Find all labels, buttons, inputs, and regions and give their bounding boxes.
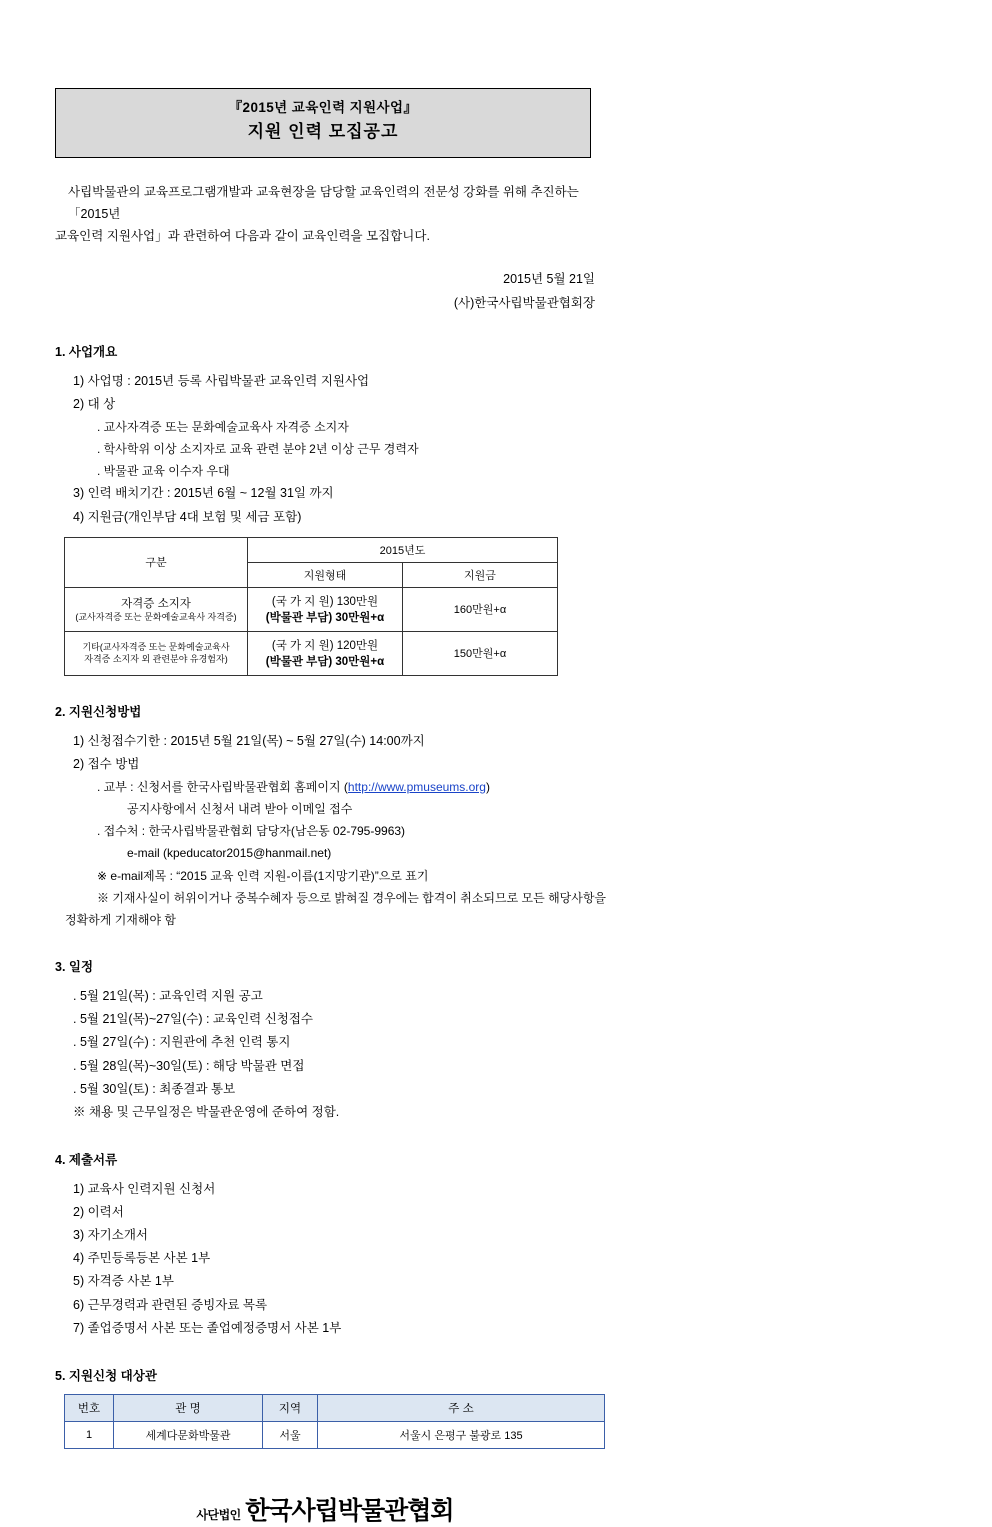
table-header-row	[65, 1394, 605, 1421]
section-1-heading: 1. 사업개요	[55, 344, 118, 359]
section-1-item-4: 4) 지원금(개인부담 4대 보험 및 세금 포함)	[73, 509, 302, 524]
submission-text-before: . 교부 : 신청서를 한국사립박물관협회 홈페이지 (	[97, 779, 348, 794]
row-2-division	[65, 631, 248, 675]
section-schedule	[55, 957, 937, 1124]
section-4-item-6: 6) 근무경력과 관련된 증빙자료 목록	[73, 1297, 268, 1312]
section-2-item-2: 2) 접수 방법	[73, 756, 140, 771]
col-header-no: 번호	[65, 1394, 114, 1421]
row-1-type-line1: (국 가 지 원) 130만원	[271, 596, 379, 609]
table-header-type: 지원형태	[248, 562, 403, 587]
row-2-type-line2: (박물관 부담) 30만원+α	[265, 656, 385, 669]
row-1-division-sub: (교사자격증 또는 문화예술교육사 자격증)	[75, 612, 237, 623]
title-line-2: 지원 인력 모집공고	[247, 122, 399, 142]
cell-address: 서울시 은평구 불광로 135	[318, 1421, 605, 1448]
section-4-item-7: 7) 졸업증명서 사본 또는 졸업예정증명서 사본 1부	[73, 1320, 342, 1335]
section-4-item-2: 2) 이력서	[73, 1205, 124, 1220]
table-header-amount: 지원금	[403, 562, 558, 587]
target-museum-table	[64, 1394, 605, 1449]
section-required-documents	[55, 1150, 937, 1340]
table-row	[65, 587, 558, 631]
section-3-item-1: . 5월 21일(목) : 교육인력 지원 공고	[73, 989, 263, 1004]
document-page	[0, 88, 992, 1525]
section-1-item-2: 2) 대 상	[73, 396, 116, 411]
section-business-overview	[55, 342, 937, 676]
section-application-method	[55, 702, 937, 932]
section-5-heading: 5. 지원신청 대상관	[55, 1368, 157, 1383]
section-1-subitem-3: . 박물관 교육 이수자 우대	[97, 464, 230, 479]
intro-line-1: 사립박물관의 교육프로그램개발과 교육현장을 담당할 교육인력의 전문성 강화를 위해 추진하는「2015년	[68, 185, 579, 222]
section-3-note: ※ 채용 및 근무일정은 박물관운영에 준하여 정함.	[73, 1104, 340, 1119]
section-3-item-2: . 5월 21일(목)~27일(수) : 교육인력 신청접수	[73, 1012, 313, 1027]
intro-line-2: 교육인력 지원사업」과 관련하여 다음과 같이 교육인력을 모집합니다.	[55, 229, 430, 244]
issuing-organization: (사)한국사립박물관협회장	[453, 295, 595, 310]
row-2-type-line1: (국 가 지 원) 120만원	[271, 640, 379, 653]
cell-name: 세계다문화박물관	[114, 1421, 263, 1448]
section-4-item-4: 4) 주민등록등본 사본 1부	[73, 1251, 211, 1266]
footer-prefix: 사단법인	[196, 1507, 241, 1522]
section-4-heading: 4. 제출서류	[55, 1152, 118, 1167]
row-1-type-line2: (박물관 부담) 30만원+α	[265, 612, 385, 625]
section-target-museums	[55, 1366, 937, 1449]
submission-text-after: )	[485, 779, 490, 794]
section-2-submission-cont: 공지사항에서 신청서 내려 받아 이메일 접수	[127, 802, 353, 817]
row-1-type	[248, 587, 403, 631]
section-3-item-5: . 5월 30일(토) : 최종결과 통보	[73, 1081, 236, 1096]
row-1-division	[65, 587, 248, 631]
cell-no: 1	[65, 1421, 114, 1448]
section-2-item-1: 1) 신청접수기한 : 2015년 5월 21일(목) ~ 5월 27일(수) 14:00까지	[73, 733, 425, 748]
section-4-item-1: 1) 교육사 인력지원 신청서	[73, 1181, 216, 1196]
cell-region: 서울	[263, 1421, 318, 1448]
section-2-submission-line	[55, 776, 937, 798]
intro-paragraph	[55, 182, 595, 248]
row-2-division-main: 기타(교사자격증 또는 문화예술교육사	[82, 641, 230, 652]
section-3-item-3: . 5월 27일(수) : 지원관에 추천 인력 통지	[73, 1035, 291, 1050]
section-3-item-4: . 5월 28일(목)~30일(토) : 해당 박물관 면접	[73, 1058, 305, 1073]
section-1-item-3: 3) 인력 배치기간 : 2015년 6월 ~ 12월 31일 까지	[73, 486, 334, 501]
homepage-link[interactable]: http://www.pmuseums.org	[347, 779, 486, 794]
section-2-heading: 2. 지원신청방법	[55, 704, 142, 719]
issue-date: 2015년 5월 21일	[503, 272, 595, 287]
row-2-type	[248, 631, 403, 675]
section-4-item-3: 3) 자기소개서	[73, 1228, 148, 1243]
table-row	[65, 1421, 605, 1448]
table-row	[65, 631, 558, 675]
section-2-contact-line: . 접수처 : 한국사립박물관협회 담당자(남은동 02-795-9963)	[97, 824, 406, 839]
row-1-division-main: 자격증 소지자	[121, 598, 191, 611]
table-header-division: 구분	[65, 537, 248, 587]
section-2-note-1: ※ e-mail제목 : “2015 교육 인력 지원-이름(1지망기관)”으로 표기	[97, 868, 429, 883]
document-title-box	[55, 88, 591, 158]
row-2-amount: 150만원+α	[403, 631, 558, 675]
section-1-item-1: 1) 사업명 : 2015년 등록 사립박물관 교육인력 지원사업	[73, 373, 370, 388]
support-amount-table	[64, 537, 558, 676]
section-3-heading: 3. 일정	[55, 960, 94, 975]
col-header-name: 관 명	[114, 1394, 263, 1421]
section-2-email-line: e-mail (kpeducator2015@hanmail.net)	[127, 846, 332, 861]
table-header-year: 2015년도	[248, 537, 558, 562]
row-2-division-sub: 자격증 소지자 외 관련분야 유경험자)	[84, 654, 228, 665]
col-header-address: 주 소	[318, 1394, 605, 1421]
row-1-amount: 160만원+α	[403, 587, 558, 631]
section-1-subitem-2: . 학사학위 이상 소지자로 교육 관련 분야 2년 이상 근무 경력자	[97, 442, 419, 456]
section-1-subitem-1: . 교사자격증 또는 문화예술교육사 자격증 소지자	[97, 419, 349, 434]
title-line-1: 『2015년 교육인력 지원사업』	[228, 100, 418, 115]
footer-organization-logo	[55, 1491, 595, 1527]
col-header-region: 지역	[263, 1394, 318, 1421]
section-4-item-5: 5) 자격증 사본 1부	[73, 1274, 174, 1289]
section-2-note-2: ※ 기재사실이 허위이거나 중복수혜자 등으로 밝혀질 경우에는 합격이 취소되므로 모든 해당사항을	[97, 890, 607, 905]
footer-name: 한국사립박물관협회	[245, 1495, 454, 1525]
section-2-note-2-cont: 정확하게 기재해야 함	[65, 913, 176, 927]
